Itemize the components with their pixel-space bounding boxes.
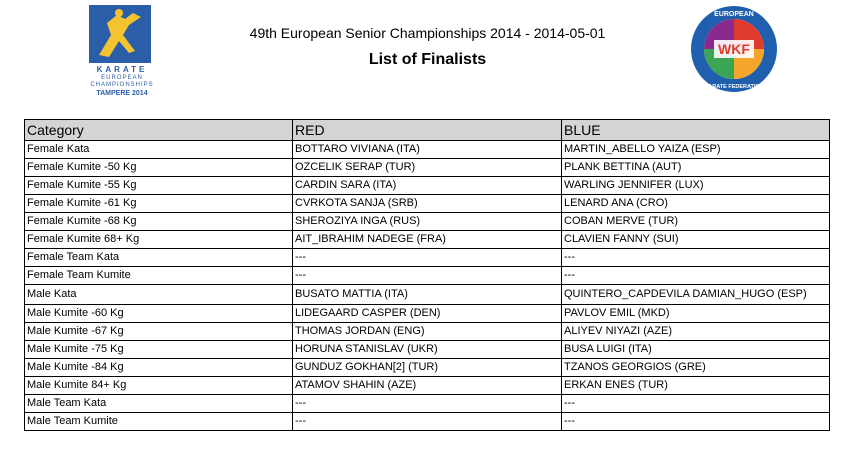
column-header-category: Category: [25, 120, 293, 141]
cell-category: Female Team Kata: [25, 249, 293, 267]
cell-blue: CLAVIEN FANNY (SUI): [562, 231, 830, 249]
table-row: [25, 177, 830, 195]
table-row: [25, 305, 830, 323]
cell-blue: COBAN MERVE (TUR): [562, 213, 830, 231]
cell-blue: MARTIN_ABELLO YAIZA (ESP): [562, 141, 830, 159]
cell-category: Male Kata: [25, 285, 293, 305]
karate-athlete-emblem: [89, 5, 151, 63]
cell-blue: WARLING JENNIFER (LUX): [562, 177, 830, 195]
wkf-logo: [689, 4, 779, 94]
table-row: [25, 159, 830, 177]
logo-tampere-text: TAMPERE 2014: [96, 90, 148, 97]
table-row: [25, 267, 830, 285]
cell-category: Female Team Kumite: [25, 267, 293, 285]
wkf-bottom-text: KARATE FEDERATION: [704, 84, 764, 90]
table-row: [25, 323, 830, 341]
cell-category: Female Kumite -61 Kg: [25, 195, 293, 213]
cell-category: Female Kumite -68 Kg: [25, 213, 293, 231]
table-row: [25, 413, 830, 431]
table-row: [25, 141, 830, 159]
cell-red: THOMAS JORDAN (ENG): [293, 323, 562, 341]
cell-red: BUSATO MATTIA (ITA): [293, 285, 562, 305]
cell-red: ---: [293, 395, 562, 413]
table-row: [25, 377, 830, 395]
cell-blue: ---: [562, 413, 830, 431]
cell-red: BOTTARO VIVIANA (ITA): [293, 141, 562, 159]
cell-red: GUNDUZ GOKHAN[2] (TUR): [293, 359, 562, 377]
cell-blue: PAVLOV EMIL (MKD): [562, 305, 830, 323]
page-subtitle: List of Finalists: [368, 51, 487, 68]
cell-blue: LENARD ANA (CRO): [562, 195, 830, 213]
cell-red: OZCELIK SERAP (TUR): [293, 159, 562, 177]
column-header-red: RED: [293, 120, 562, 141]
cell-red: CVRKOTA SANJA (SRB): [293, 195, 562, 213]
cell-red: LIDEGAARD CASPER (DEN): [293, 305, 562, 323]
table-header-row: [25, 120, 830, 141]
cell-red: ATAMOV SHAHIN (AZE): [293, 377, 562, 395]
table-row: [25, 249, 830, 267]
cell-blue: ---: [562, 249, 830, 267]
cell-category: Male Kumite -67 Kg: [25, 323, 293, 341]
cell-category: Male Kumite -75 Kg: [25, 341, 293, 359]
cell-red: ---: [293, 267, 562, 285]
championships-logo: [85, 5, 159, 97]
cell-category: Male Team Kata: [25, 395, 293, 413]
cell-blue: ALIYEV NIYAZI (AZE): [562, 323, 830, 341]
logo-karate-text: KARATE: [96, 65, 148, 74]
cell-category: Female Kata: [25, 141, 293, 159]
cell-red: HORUNA STANISLAV (UKR): [293, 341, 562, 359]
table-row: [25, 285, 830, 305]
cell-blue: PLANK BETTINA (AUT): [562, 159, 830, 177]
logo-european-text: EUROPEAN: [101, 75, 143, 81]
cell-category: Male Kumite 84+ Kg: [25, 377, 293, 395]
cell-category: Female Kumite -50 Kg: [25, 159, 293, 177]
cell-blue: ---: [562, 395, 830, 413]
page-title: 49th European Senior Championships 2014 - 2014-05-01: [249, 25, 606, 41]
cell-blue: ---: [562, 267, 830, 285]
cell-red: CARDIN SARA (ITA): [293, 177, 562, 195]
logo-championships-text: CHAMPIONSHIPS: [90, 82, 154, 88]
cell-red: ---: [293, 413, 562, 431]
cell-red: AIT_IBRAHIM NADEGE (FRA): [293, 231, 562, 249]
table-row: [25, 213, 830, 231]
table-row: [25, 395, 830, 413]
cell-blue: QUINTERO_CAPDEVILA DAMIAN_HUGO (ESP): [562, 285, 830, 305]
cell-category: Female Kumite -55 Kg: [25, 177, 293, 195]
column-header-blue: BLUE: [562, 120, 830, 141]
table-row: [25, 231, 830, 249]
wkf-center-text: WKF: [718, 41, 750, 57]
wkf-top-text: EUROPEAN: [714, 11, 754, 18]
cell-red: ---: [293, 249, 562, 267]
cell-category: Male Team Kumite: [25, 413, 293, 431]
cell-category: Male Kumite -84 Kg: [25, 359, 293, 377]
table-row: [25, 341, 830, 359]
cell-blue: BUSA LUIGI (ITA): [562, 341, 830, 359]
cell-blue: TZANOS GEORGIOS (GRE): [562, 359, 830, 377]
table-row: [25, 359, 830, 377]
cell-category: Female Kumite 68+ Kg: [25, 231, 293, 249]
table-row: [25, 195, 830, 213]
finalists-table: [24, 119, 830, 431]
cell-blue: ERKAN ENES (TUR): [562, 377, 830, 395]
cell-category: Male Kumite -60 Kg: [25, 305, 293, 323]
cell-red: SHEROZIYA INGA (RUS): [293, 213, 562, 231]
